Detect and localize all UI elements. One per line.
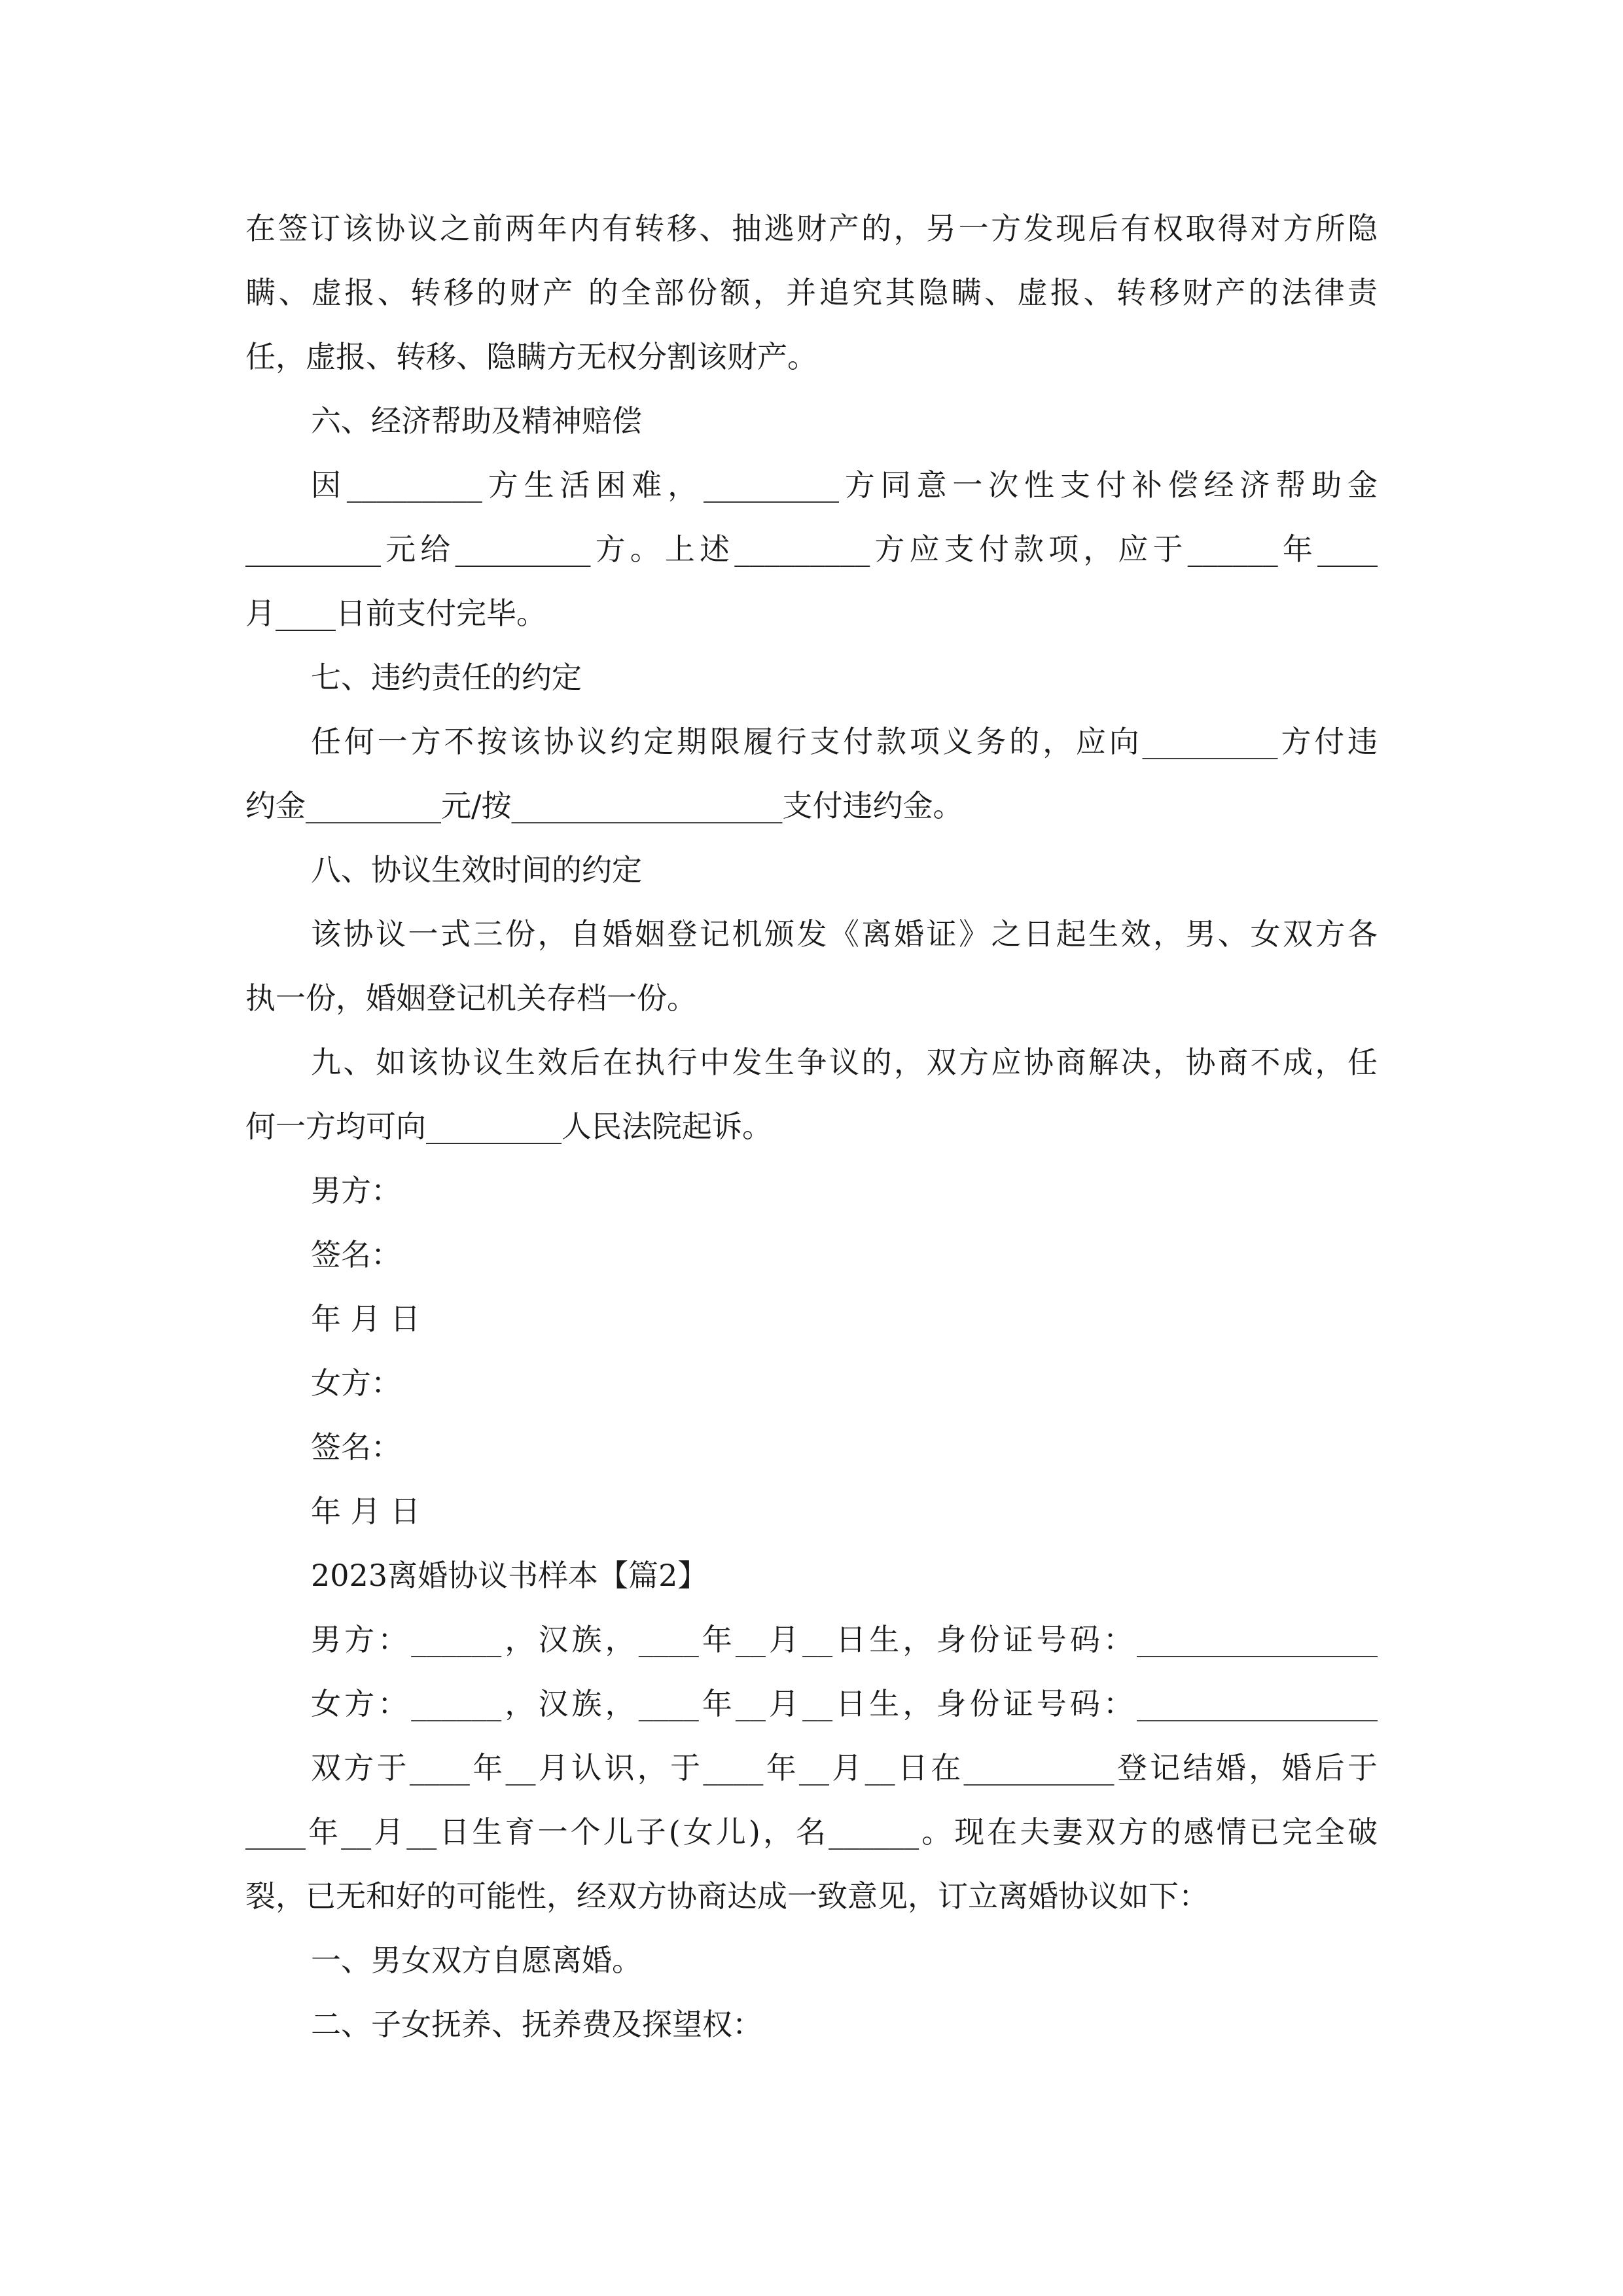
signature-date: 年 月 日 — [311, 1494, 421, 1529]
party-info-female: 女方：______，汉族，____年__月__日生，身份证号码：________________ — [311, 1686, 1378, 1721]
paragraph-line: 月____日前支付完毕。 — [245, 596, 546, 631]
paragraph-line: ____年__月__日生育一个儿子(女儿)，名______。现在夫妻双方的感情已完全破 — [245, 1814, 1378, 1850]
signature-date: 年 月 日 — [311, 1301, 421, 1336]
signature-label: 签名： — [311, 1237, 401, 1272]
section-heading-8: 八、协议生效时间的约定 — [311, 852, 642, 888]
paragraph-line: 任何一方不按该协议约定期限履行支付款项义务的，应向_________方付违 — [311, 724, 1378, 759]
clause-1: 一、男女双方自愿离婚。 — [311, 1943, 642, 1978]
section-heading-7: 七、违约责任的约定 — [311, 660, 582, 695]
document-body — [245, 196, 1378, 2056]
paragraph-line: 约金_________元/按__________________支付违约金。 — [245, 788, 963, 823]
article-title: 2023离婚协议书样本【篇2】 — [311, 1558, 708, 1593]
signature-party-male: 男方： — [311, 1173, 401, 1208]
signature-party-female: 女方： — [311, 1365, 401, 1401]
paragraph-line: 九、如该协议生效后在执行中发生争议的，双方应协商解决，协商不成，任 — [311, 1045, 1378, 1080]
paragraph-line: 该协议一式三份，自婚姻登记机颁发《离婚证》之日起生效，男、女双方各 — [311, 916, 1378, 952]
clause-2: 二、子女抚养、抚养费及探望权： — [311, 2007, 762, 2042]
paragraph-line: 在签订该协议之前两年内有转移、抽逃财产的，另一方发现后有权取得对方所隐 — [245, 211, 1378, 246]
paragraph-line: _________元给_________方。上述_________方应支付款项，应于______年____ — [245, 531, 1378, 567]
signature-label: 签名： — [311, 1429, 401, 1465]
paragraph-line: 何一方均可向_________人民法院起诉。 — [245, 1109, 772, 1144]
paragraph-line: 双方于____年__月认识，于____年__月__日在__________登记结婚，婚后于 — [311, 1750, 1378, 1785]
paragraph-line: 瞒、虚报、转移的财产 的全部份额，并追究其隐瞒、虚报、转移财产的法律责 — [245, 275, 1378, 310]
paragraph-line: 因_________方生活困难，_________方同意一次性支付补偿经济帮助金 — [311, 467, 1378, 503]
paragraph-line: 执一份，婚姻登记机关存档一份。 — [245, 980, 697, 1016]
paragraph-line: 任，虚报、转移、隐瞒方无权分割该财产。 — [245, 339, 817, 374]
paragraph-line: 裂，已无和好的可能性，经双方协商达成一致意见，订立离婚协议如下： — [245, 1878, 1209, 1914]
section-heading-6: 六、经济帮助及精神赔偿 — [311, 403, 642, 439]
party-info-male: 男方：______，汉族，____年__月__日生，身份证号码：________________ — [311, 1622, 1378, 1657]
